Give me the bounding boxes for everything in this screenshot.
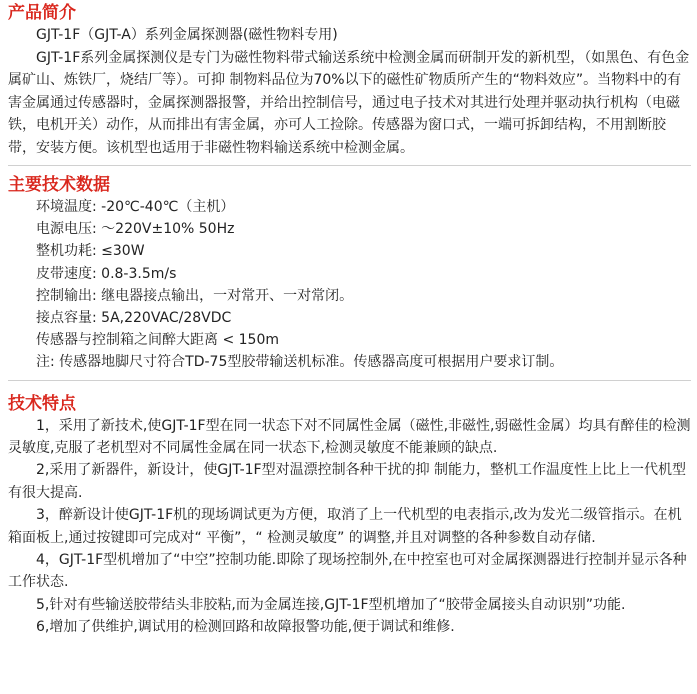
divider-1 [8, 165, 691, 166]
features-list [8, 415, 691, 639]
intro-title: 产品简介 [8, 3, 76, 23]
spec-row-voltage: 电源电压: ～220V±10% 50Hz [36, 221, 235, 238]
spec-row-temperature: 环境温度: -20℃-40℃（主机） [36, 199, 235, 215]
spec-row-note: 注: 传感器地脚尺寸符合TD-75型胶带输送机标准。传感器高度可根据用户要求订制。 [36, 354, 564, 371]
spec-row-max-distance: 传感器与控制箱之间醉大距离 < 150m [36, 332, 279, 349]
specs-list [8, 196, 691, 374]
spec-row-power: 整机功耗: ≤30W [36, 243, 145, 260]
feature-item-6: 6,增加了供维护,调试用的检测回路和故障报警功能,便于调试和维修. [36, 619, 455, 636]
spec-row-contact-capacity: 接点容量: 5A,220VAC/28VDC [36, 310, 232, 327]
intro-body: GJT-1F系列金属探测仪是专门为磁性物料带式输送系统中检测金属而研制开发的新机型，（如黑色、有色金属矿山、炼铁厂，烧结厂等）。可抑 制物料品位为70%以下的磁性矿物质所产生的“物料效应”。当物料中的有害金属通过传感器时，金属探测器报警，并给出控制信号，通过电子技术对其进行处理并驱动执行机构（电磁铁，电机开关）动作，从而排出有害金属，亦可人工捡除。传感器为窗口式，一端可拆卸结构，不用割断胶带，安装方便。该机型也适用于非磁性物料输送系统中检测金属。 [8, 49, 690, 156]
feature-item-5: 5,针对有些输送胶带结头非胶粘,而为金属连接,GJT-1F型机增加了“胶带金属接头自动识别”功能. [36, 596, 626, 613]
feature-item-2: 2,采用了新器件，新设计，使GJT-1F型对温漂控制各种干扰的抑 制能力，整机工作温度性上比上一代机型有很大提高. [8, 462, 687, 501]
feature-item-3: 3，醉新设计使GJT-1F机的现场调试更为方便，取消了上一代机型的电表指示,改为发光二级管指示。在机箱面板上,通过按键即可完成对“ 平衡”，“ 检测灵敏度” 的调整,并且对调整的各种参数自动存储. [8, 507, 682, 546]
feature-item-1: 1，采用了新技术,使GJT-1F型在同一状态下对不同属性金属（磁性,非磁性,弱磁性金属）均具有醉佳的检测灵敏度,克服了老机型对不同属性金属在同一状态下,检测灵敏度不能兼顾的缺点. [8, 417, 691, 457]
specs-title: 主要技术数据 [8, 175, 110, 195]
spec-row-control-output: 控制输出: 继电器接点输出，一对常开、一对常闭。 [36, 287, 354, 304]
features-title: 技术特点 [8, 393, 76, 414]
feature-item-4: 4，GJT-1F型机增加了“中空”控制功能.即除了现场控制外,在中控室也可对金属探测器进行控制并显示各种工作状态. [8, 552, 687, 591]
intro-model-line: GJT-1F（GJT-A）系列金属探测器(磁性物料专用) [36, 27, 338, 43]
divider-2 [8, 380, 691, 381]
spec-row-belt-speed: 皮带速度: 0.8-3.5m/s [36, 265, 177, 282]
